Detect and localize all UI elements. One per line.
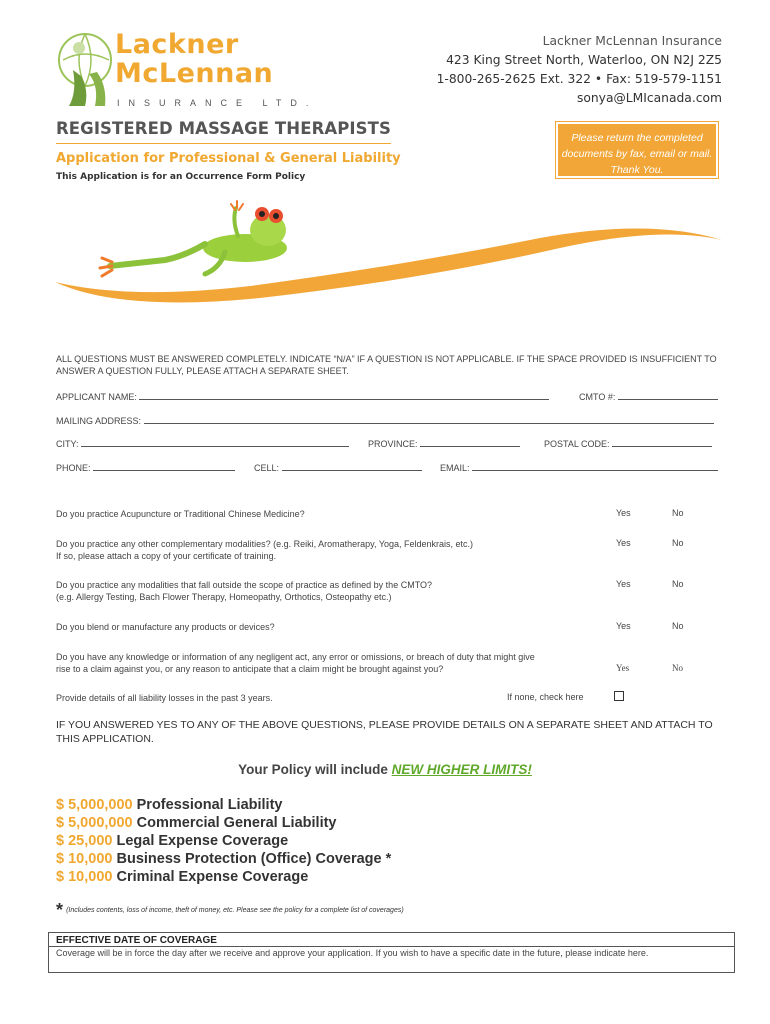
province-field[interactable] xyxy=(420,437,520,447)
mailing-address-field[interactable] xyxy=(144,414,714,424)
company-info xyxy=(437,32,722,108)
email-field[interactable] xyxy=(472,461,718,471)
coverage-item xyxy=(56,851,391,867)
question-products-yes[interactable]: Yes xyxy=(616,621,631,631)
question-negligence xyxy=(56,651,535,675)
logo-tagline: INSURANCE LTD. xyxy=(117,98,318,108)
company-email[interactable]: sonya@LMIcanada.com xyxy=(576,91,722,105)
logo-line-2: McLennan xyxy=(115,58,274,89)
question-text: Do you practice any other complementary modalities? (e.g. Reiki, Aromatherapy, Yoga, Feldenkrais, etc.) xyxy=(56,539,474,549)
coverage-name: Legal Expense Coverage xyxy=(116,833,289,849)
coverage-amount: $ 10,000 xyxy=(56,851,113,867)
coverage-item xyxy=(56,833,288,849)
coverage-amount: $ 5,000,000 xyxy=(56,797,133,813)
coverage-name: Professional Liability xyxy=(136,797,283,813)
cmto-row xyxy=(579,390,718,402)
applicant-name-label: APPLICANT NAME: xyxy=(56,392,137,402)
phone-field[interactable] xyxy=(93,461,235,471)
coverage-amount: $ 25,000 xyxy=(56,833,113,849)
coverage-amount: $ 5,000,000 xyxy=(56,815,133,831)
question-products-no[interactable]: No xyxy=(672,621,684,631)
postal-code-field[interactable] xyxy=(612,437,712,447)
question-negligence-no[interactable]: No xyxy=(672,663,683,673)
effective-date-divider xyxy=(48,946,735,947)
email-label: EMAIL: xyxy=(440,463,470,473)
question-negligence-yes[interactable]: Yes xyxy=(616,663,630,673)
frog-mascot-icon xyxy=(100,201,287,276)
page-title: REGISTERED MASSAGE THERAPISTS xyxy=(56,119,391,138)
coverage-item xyxy=(56,815,337,831)
question-subtext: (e.g. Allergy Testing, Bach Flower Therapy, Homeopathy, Orthotics, Osteopathy etc.) xyxy=(56,592,392,602)
title-divider xyxy=(56,143,391,144)
decorative-swoosh xyxy=(0,200,770,320)
losses-label: Provide details of all liability losses in the past 3 years. xyxy=(56,693,273,703)
phone-row xyxy=(56,461,235,473)
company-name: Lackner McLennan Insurance xyxy=(542,34,722,48)
losses-none-checkbox[interactable] xyxy=(614,691,624,701)
if-yes-note: IF YOU ANSWERED YES TO ANY OF THE ABOVE QUESTIONS, PLEASE PROVIDE DETAILS ON A SEPARATE SHEET AND ATTACH TO THIS APPLICATION. xyxy=(56,719,713,745)
losses-none-label: If none, check here xyxy=(507,692,584,702)
question-scope-no[interactable]: No xyxy=(672,579,684,589)
email-row xyxy=(440,461,718,473)
city-row xyxy=(56,437,349,449)
cell-row xyxy=(254,461,422,473)
mailing-address-label: MAILING ADDRESS: xyxy=(56,416,142,426)
city-field[interactable] xyxy=(81,437,349,447)
coverage-name: Criminal Expense Coverage xyxy=(116,869,309,885)
cmto-label: CMTO #: xyxy=(579,392,616,402)
coverage-footnote xyxy=(56,900,404,921)
question-scope xyxy=(56,579,432,603)
policy-heading-highlight: NEW HIGHER LIMITS! xyxy=(391,762,532,777)
question-acupuncture xyxy=(56,508,305,520)
page-subtitle: Application for Professional & General Liability xyxy=(56,151,401,166)
postal-code-label: POSTAL CODE: xyxy=(544,439,610,449)
coverage-name: Business Protection (Office) Coverage * xyxy=(116,851,392,867)
province-label: PROVINCE: xyxy=(368,439,418,449)
phone-label: PHONE: xyxy=(56,463,91,473)
question-text: Do you practice Acupuncture or Traditional Chinese Medicine? xyxy=(56,509,305,519)
cell-label: CELL: xyxy=(254,463,280,473)
coverage-item xyxy=(56,797,282,813)
question-text: Do you blend or manufacture any products or devices? xyxy=(56,622,275,632)
question-acupuncture-yes[interactable]: Yes xyxy=(616,508,631,518)
question-products xyxy=(56,621,275,633)
form-instructions: ALL QUESTIONS MUST BE ANSWERED COMPLETELY. INDICATE “N/A” IF A QUESTION IS NOT APPLICABLE. IF THE SPACE PROVIDED IS INSUFFICIENT TO ANSWER A QUESTION FULLY, PLEASE ATTACH A SEPARATE SHEET. xyxy=(56,354,717,376)
question-subtext: If so, please attach a copy of your certificate of training. xyxy=(56,551,277,561)
logo-line-1: Lackner xyxy=(115,29,239,60)
applicant-name-field[interactable] xyxy=(139,390,549,400)
question-scope-yes[interactable]: Yes xyxy=(616,579,631,589)
effective-date-text[interactable]: Coverage will be in force the day after we receive and approve your application. If you wish to have a specific date in the future, please indicate here. xyxy=(56,948,649,958)
mailing-address-row xyxy=(56,414,714,426)
coverage-item xyxy=(56,869,308,885)
coverage-name: Commercial General Liability xyxy=(136,815,337,831)
footnote-mark: * xyxy=(56,900,64,920)
company-phone-fax: 1-800-265-2625 Ext. 322 • Fax: 519-579-1151 xyxy=(436,72,722,86)
postal-code-row xyxy=(544,437,712,449)
policy-form-note: This Application is for an Occurrence Form Policy xyxy=(56,172,306,182)
question-text: Do you practice any modalities that fall outside the scope of practice as defined by the CMTO? xyxy=(56,580,433,590)
question-complementary-yes[interactable]: Yes xyxy=(616,538,631,548)
city-label: CITY: xyxy=(56,439,79,449)
coverage-amount: $ 10,000 xyxy=(56,869,113,885)
question-text: Do you have any knowledge or information of any negligent act, any error or omissions, or breach of duty that might give xyxy=(56,652,535,662)
effective-date-title: EFFECTIVE DATE OF COVERAGE xyxy=(56,935,217,946)
question-complementary xyxy=(56,538,473,562)
question-complementary-no[interactable]: No xyxy=(672,538,684,548)
return-notice-box: Please return the completed documents by fax, email or mail. Thank You. xyxy=(556,122,718,178)
footnote-text: (Includes contents, loss of income, theft of money, etc. Please see the policy for a complete list of coverages) xyxy=(66,907,404,914)
logo-wordmark xyxy=(115,30,273,88)
question-acupuncture-no[interactable]: No xyxy=(672,508,684,518)
policy-heading xyxy=(0,762,770,777)
province-row xyxy=(368,437,520,449)
policy-heading-text: Your Policy will include xyxy=(238,762,388,777)
cmto-field[interactable] xyxy=(618,390,718,400)
applicant-name-row xyxy=(56,390,549,402)
company-address: 423 King Street North, Waterloo, ON N2J 2Z5 xyxy=(446,53,722,67)
question-subtext: rise to a claim against you, or any reason to anticipate that a claim might be brought against you? xyxy=(56,664,444,674)
cell-field[interactable] xyxy=(282,461,422,471)
globe-logo-icon xyxy=(55,30,113,108)
